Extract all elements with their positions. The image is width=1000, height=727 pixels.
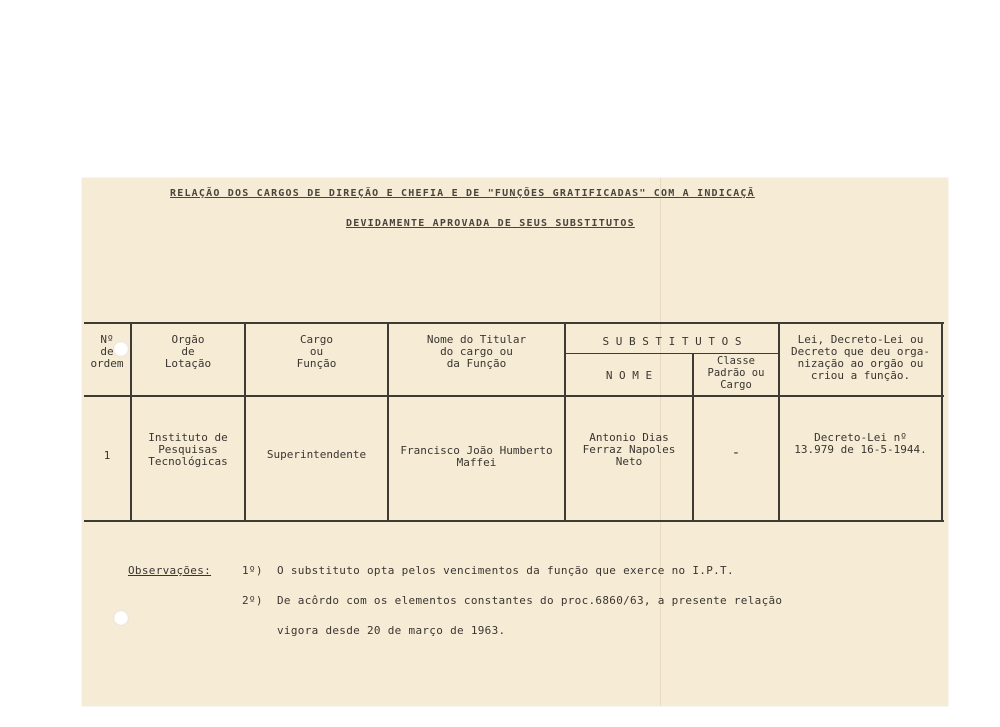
table-header-bottom: [84, 395, 944, 397]
header-cargo: Cargo ou Função: [296, 333, 337, 370]
observation-1-number: 1º): [242, 564, 263, 577]
observation-1-text: O substituto opta pelos vencimentos da função que exerce no I.P.T.: [277, 564, 734, 577]
observation-2-number: 2º): [242, 594, 263, 607]
row-ordem: 1: [103, 449, 111, 462]
header-nome: N O M E: [605, 369, 653, 382]
observation-2-text-cont: vigora desde 20 de março de 1963.: [277, 624, 506, 637]
document-title: RELAÇÃO DOS CARGOS DE DIREÇÃO E CHEFIA E DE "FUNÇÕES GRATIFICADAS" COM A INDICAÇÃ: [170, 188, 755, 199]
observations-label: Observações:: [128, 564, 212, 577]
row-classe: -: [731, 445, 741, 461]
header-substitutos: S U B S T I T U T O S: [602, 335, 742, 348]
row-titular: Francisco João Humberto Maffei: [400, 444, 553, 469]
row-cargo: Superintendente: [266, 448, 367, 461]
document-subtitle: DEVIDAMENTE APROVADA DE SEUS SUBSTITUTOS: [346, 218, 635, 229]
row-nome: Antonio Dias Ferraz Napoles Neto: [582, 431, 676, 468]
header-titular: Nome do Titular do cargo ou da Função: [426, 333, 527, 370]
table-subheader-line: [564, 353, 778, 354]
observation-2-text: De acôrdo com os elementos constantes do proc.6860/63, a presente relação: [277, 594, 783, 607]
punch-hole: [113, 610, 129, 626]
header-ordem: Nº de ordem: [90, 333, 124, 370]
substitutes-table: [84, 322, 944, 522]
table-col-divider: [564, 322, 566, 522]
header-lei: Lei, Decreto-Lei ou Decreto que deu orga- nização ao orgão ou criou a função.: [790, 333, 931, 382]
table-border-bottom: [84, 520, 944, 522]
table-border-top: [84, 322, 944, 324]
table-border-right: [941, 322, 943, 522]
header-orgao: Orgão de Lotação: [164, 333, 212, 370]
row-lei: Decreto-Lei nº 13.979 de 16-5-1944.: [794, 431, 927, 456]
header-classe: Classe Padrão ou Cargo: [707, 355, 765, 391]
row-orgao: Instituto de Pesquisas Tecnológicas: [148, 431, 228, 468]
